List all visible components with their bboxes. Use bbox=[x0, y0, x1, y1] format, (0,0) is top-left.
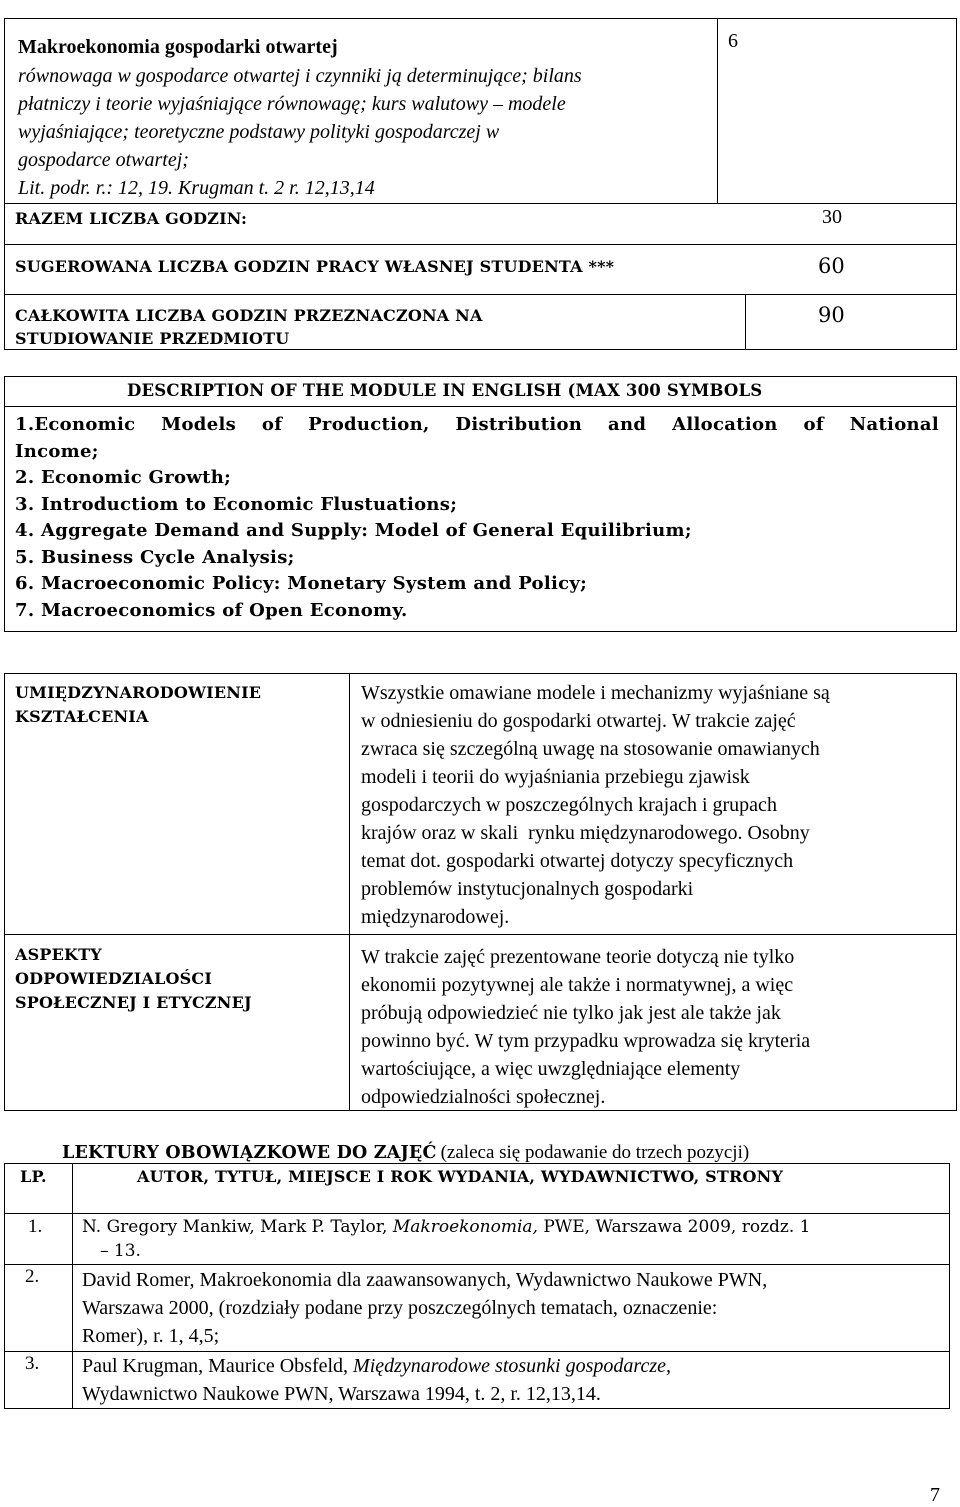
text-line: problemów instytucjonalnych gospodarki bbox=[361, 878, 694, 900]
ref-details: PWE, Warszawa 2009, rozdz. 1 bbox=[537, 1217, 811, 1237]
list-item: Income; bbox=[15, 440, 99, 462]
label-line: ASPEKTY bbox=[15, 945, 102, 964]
readings-title-note: (zaleca się podawanie do trzech pozycji) bbox=[440, 1142, 750, 1163]
text-line: próbują odpowiedzieć nie tylko jak jest ale także jak bbox=[361, 1002, 781, 1024]
row-lp: 1. bbox=[28, 1216, 43, 1237]
overall-label-line: CAŁKOWITA LICZBA GODZIN PRZEZNACZONA NA bbox=[15, 306, 483, 325]
label-line: KSZTAŁCENIA bbox=[15, 707, 149, 726]
list-item: 1.Economic Models of Production, Distribution and Allocation of National bbox=[15, 414, 939, 435]
module-hours: 6 bbox=[728, 30, 738, 52]
label-line: SPOŁECZNEJ I ETYCZNEJ bbox=[15, 993, 252, 1012]
text-line: Wszystkie omawiane modele i mechanizmy wyjaśniane są bbox=[361, 682, 830, 704]
self-study-label: SUGEROWANA LICZBA GODZIN PRACY WŁASNEJ STUDENTA *** bbox=[15, 257, 615, 276]
label-line: UMIĘDZYNARODOWIENIE bbox=[15, 683, 262, 702]
text-line: wartościujące, a więc uwzględniające elementy bbox=[361, 1058, 741, 1080]
ethics-text bbox=[361, 943, 951, 1111]
ref-continuation: – 13. bbox=[100, 1241, 141, 1261]
description-line: równowaga w gospodarce otwartej i czynniki ją determinujące; bilans bbox=[18, 65, 582, 87]
overall-hours-label bbox=[15, 304, 483, 350]
ref-title: Makroekonomia, bbox=[392, 1217, 538, 1237]
text-line: międzynarodowej. bbox=[361, 906, 510, 928]
list-item: 6. Macroeconomic Policy: Monetary System and Policy; bbox=[15, 573, 588, 594]
english-heading: DESCRIPTION OF THE MODULE IN ENGLISH (MAX 300 SYMBOLS bbox=[127, 381, 763, 400]
ref-author: N. Gregory Mankiw, Mark P. Taylor, bbox=[82, 1217, 393, 1237]
column-header-lp: LP. bbox=[20, 1167, 47, 1186]
text-line: modeli i teorii do wyjaśniania przebiegu zjawisk bbox=[361, 766, 750, 788]
text-line: w odniesieniu do gospodarki otwartej. W trakcie zajęć bbox=[361, 710, 796, 732]
page-number: 7 bbox=[930, 1484, 940, 1506]
ref-line: Warszawa 2000, (rozdziały podane przy poszczególnych tematach, oznaczenie: bbox=[82, 1297, 718, 1319]
internationalization-text bbox=[361, 679, 951, 931]
module-title: Makroekonomia gospodarki otwartej bbox=[18, 36, 338, 58]
description-line: Lit. podr. r.: 12, 19. Krugman t. 2 r. 12,13,14 bbox=[18, 177, 375, 199]
total-hours-value: 30 bbox=[822, 206, 842, 228]
list-item: 2. Economic Growth; bbox=[15, 467, 232, 488]
text-line: krajów oraz w skali rynku międzynarodowego. Osobny bbox=[361, 822, 810, 844]
text-line: zwraca się szczególną uwagę na stosowanie omawianych bbox=[361, 738, 820, 760]
table-row bbox=[82, 1215, 942, 1263]
overall-hours-value: 90 bbox=[818, 303, 845, 327]
internationalization-label bbox=[15, 681, 261, 729]
text-line: gospodarczych w poszczególnych krajach i grupach bbox=[361, 794, 777, 816]
readings-title bbox=[62, 1142, 749, 1164]
list-item: 3. Introductiom to Economic Flustuations; bbox=[15, 493, 458, 515]
ref-line: Romer), r. 1, 4,5; bbox=[82, 1325, 220, 1347]
readings-title-bold: LEKTURY OBOWIĄZKOWE DO ZAJĘĆ bbox=[62, 1143, 437, 1163]
self-study-value: 60 bbox=[818, 254, 845, 278]
table-row bbox=[82, 1352, 947, 1408]
description-line: gospodarce otwartej; bbox=[18, 149, 189, 171]
text-line: temat dot. gospodarki otwartej dotyczy specyficznych bbox=[361, 850, 794, 872]
ref-line: Wydawnictwo Naukowe PWN, Warszawa 1994, t. 2, r. 12,13,14. bbox=[82, 1383, 601, 1405]
text-line: odpowiedzialności społecznej. bbox=[361, 1086, 606, 1108]
label-line: ODPOWIEDZIALOŚCI bbox=[15, 969, 213, 988]
ref-author: Paul Krugman, Maurice Obsfeld, bbox=[82, 1355, 354, 1377]
description-line: płatniczy i teorie wyjaśniające równowagę; kurs walutowy – modele bbox=[18, 93, 566, 115]
overall-label-line: STUDIOWANIE PRZEDMIOTU bbox=[15, 329, 290, 348]
list-item: 7. Macroeconomics of Open Economy. bbox=[15, 599, 408, 621]
ref-title: Międzynarodowe stosunki gospodarcze, bbox=[353, 1355, 671, 1377]
ref-line: David Romer, Makroekonomia dla zaawansowanych, Wydawnictwo Naukowe PWN, bbox=[82, 1269, 768, 1291]
list-item: 5. Business Cycle Analysis; bbox=[15, 546, 295, 568]
column-header-author: AUTOR, TYTUŁ, MIEJSCE I ROK WYDANIA, WYDAWNICTWO, STRONY bbox=[137, 1167, 784, 1186]
text-line: powinno być. W tym przypadku wprowadza się kryteria bbox=[361, 1030, 811, 1052]
list-item: 4. Aggregate Demand and Supply: Model of General Equilibrium; bbox=[15, 520, 692, 541]
ethics-label bbox=[15, 943, 252, 1015]
description-line: wyjaśniające; teoretyczne podstawy polityki gospodarczej w bbox=[18, 121, 500, 143]
module-description bbox=[18, 62, 718, 202]
text-line: W trakcie zajęć prezentowane teorie dotyczą nie tylko bbox=[361, 946, 795, 968]
text-line: ekonomii pozytywnej ale także i normatywnej, a więc bbox=[361, 974, 794, 996]
total-hours-label: RAZEM LICZBA GODZIN: bbox=[15, 209, 248, 228]
row-lp: 3. bbox=[25, 1353, 40, 1374]
row-lp: 2. bbox=[25, 1266, 40, 1287]
table-row bbox=[82, 1266, 947, 1350]
english-topic-list bbox=[15, 412, 939, 624]
